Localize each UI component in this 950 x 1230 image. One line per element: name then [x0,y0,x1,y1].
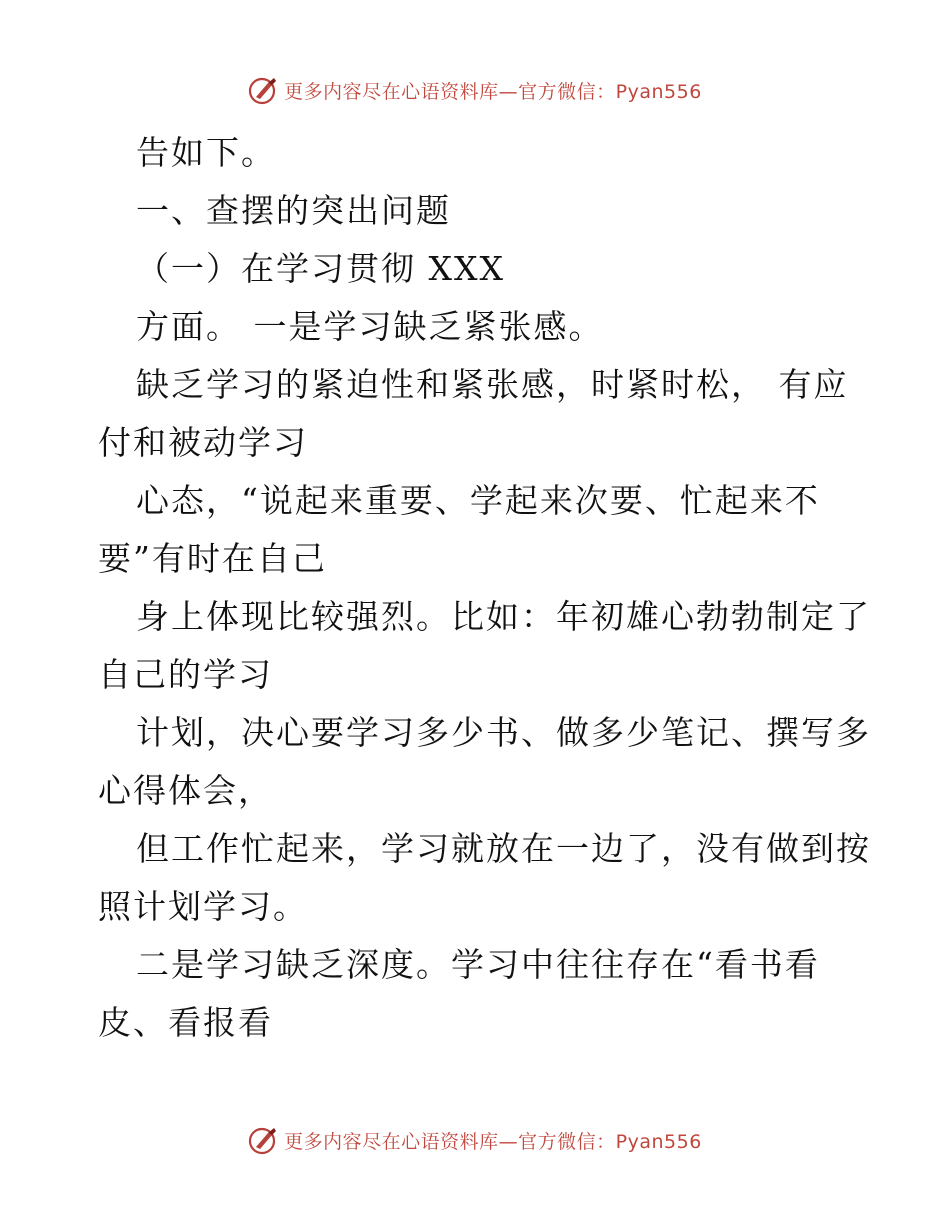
text-line: 心得体会， [98,771,273,810]
text-line: 方面。 一是学习缺乏紧张感。 [136,307,604,346]
text-line: 缺乏学习的紧迫性和紧张感，时紧时松， 有应 [136,365,849,404]
watermark-text: 更多内容尽在心语资料库—官方微信：Pyan556 [284,1130,702,1153]
text-line: 二是学习缺乏深度。学习中往往存在“看书看 [136,945,820,984]
text-line: 皮、看报看 [98,1003,273,1042]
text-line: 身上体现比较强烈。比如：年初雄心勃勃制定了 [136,597,871,636]
subsection-heading: （一）在学习贯彻 XXX [136,249,505,288]
text-line: 付和被动学习 [98,423,308,462]
pen-logo-icon [248,1125,278,1155]
text-line: 但工作忙起来，学习就放在一边了，没有做到按 [136,829,871,868]
pen-logo-icon [248,75,278,105]
section-heading: 一、查摆的突出问题 [136,191,451,230]
text-line: 自己的学习 [98,655,273,694]
text-line: 照计划学习。 [98,887,308,926]
text-line: 要”有时在自己 [98,539,327,578]
header-watermark [0,70,950,110]
footer-watermark [0,1120,950,1160]
text-line: 告如下。 [136,133,276,172]
text-line: 心态，“说起来重要、学起来次要、忙起来不 [136,481,820,520]
text-line: 计划，决心要学习多少书、做多少笔记、撰写多 [136,713,871,752]
watermark-text: 更多内容尽在心语资料库—官方微信：Pyan556 [284,80,702,103]
document-body [98,124,871,1052]
